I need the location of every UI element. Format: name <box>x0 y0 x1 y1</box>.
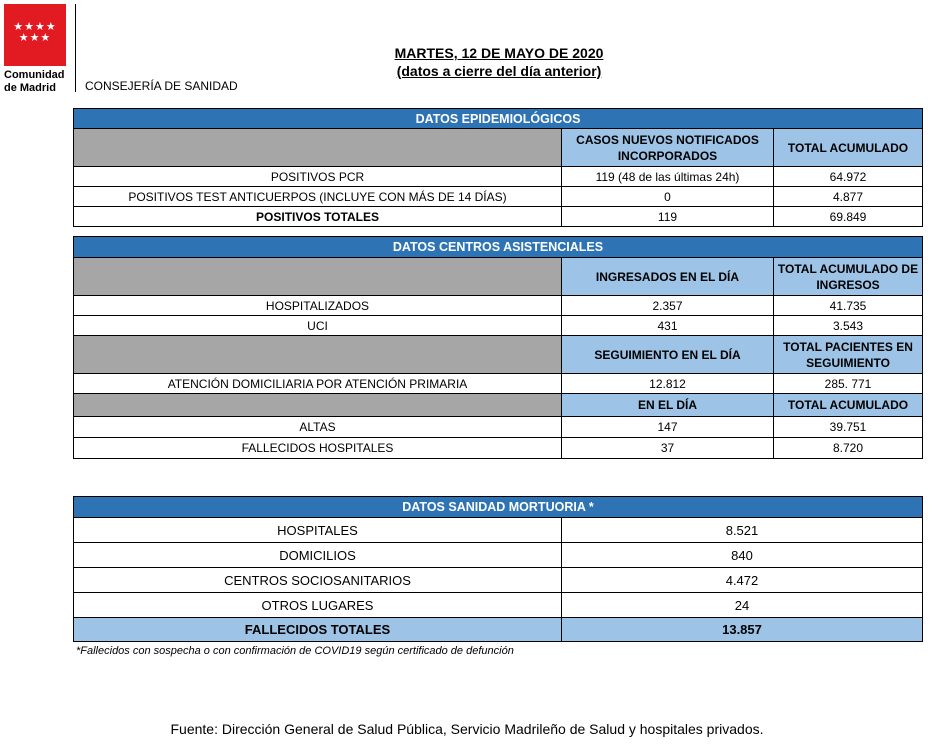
epi-col-new: CASOS NUEVOS NOTIFICADOS INCORPORADOS <box>562 129 774 167</box>
table-row: CENTROS SOCIOSANITARIOS 4.472 <box>74 568 923 593</box>
org-name: Comunidad de Madrid <box>4 69 65 94</box>
table-row: POSITIVOS TEST ANTICUERPOS (INCLUYE CON MÁS DE 14 DÍAS) 0 4.877 <box>74 187 923 207</box>
altas-blank-header <box>74 394 562 417</box>
epi-col-total: TOTAL ACUMULADO <box>774 129 923 167</box>
col-total-ingresos: TOTAL ACUMULADO DE INGRESOS <box>774 258 923 296</box>
centros-table <box>73 236 923 459</box>
epi-section-title: DATOS EPIDEMIOLÓGICOS <box>74 109 923 129</box>
table-row: UCI 431 3.543 <box>74 316 923 336</box>
department-label: CONSEJERÍA DE SANIDAD <box>85 79 238 93</box>
table-row: ALTAS 147 39.751 <box>74 417 923 438</box>
table-row: DOMICILIOS 840 <box>74 543 923 568</box>
table-row: ATENCIÓN DOMICILIARIA POR ATENCIÓN PRIMARIA 12.812 285. 771 <box>74 374 923 394</box>
table-row: POSITIVOS PCR 119 (48 de las últimas 24h) 64.972 <box>74 167 923 187</box>
total-label: FALLECIDOS TOTALES <box>74 618 562 642</box>
source-line: Fuente: Dirección General de Salud Pública, Servicio Madrileño de Salud y hospitales privados. <box>170 721 764 737</box>
col-ingresados: INGRESADOS EN EL DÍA <box>562 258 774 296</box>
report-title: MARTES, 12 DE MAYO DE 2020 (datos a cierre del día anterior) <box>394 45 604 79</box>
seguimiento-blank-header <box>74 336 562 374</box>
footnote: *Fallecidos con sospecha o con confirmación de COVID19 según certificado de defunción <box>76 645 514 657</box>
col-total-seguimiento: TOTAL PACIENTES EN SEGUIMIENTO <box>774 336 923 374</box>
table-row: FALLECIDOS HOSPITALES 37 8.720 <box>74 438 923 459</box>
header-divider <box>75 4 76 92</box>
comunidad-madrid-logo <box>4 4 66 66</box>
centros-section-title: DATOS CENTROS ASISTENCIALES <box>74 237 923 258</box>
total-value: 13.857 <box>562 618 923 642</box>
table-row: OTROS LUGARES 24 <box>74 593 923 618</box>
epi-blank-header <box>74 129 562 167</box>
stars-icon: ★★★★ ★★★ <box>13 21 57 44</box>
mortuoria-section-title: DATOS SANIDAD MORTUORIA * <box>74 497 923 518</box>
col-total-acum: TOTAL ACUMULADO <box>774 394 923 417</box>
col-en-dia: EN EL DÍA <box>562 394 774 417</box>
mortuoria-table <box>73 496 923 642</box>
centros-blank-header <box>74 258 562 296</box>
epi-table <box>73 108 923 227</box>
table-row: HOSPITALIZADOS 2.357 41.735 <box>74 296 923 316</box>
total-row <box>74 618 923 642</box>
col-seguimiento: SEGUIMIENTO EN EL DÍA <box>562 336 774 374</box>
table-row: HOSPITALES 8.521 <box>74 518 923 543</box>
table-row: POSITIVOS TOTALES 119 69.849 <box>74 207 923 227</box>
